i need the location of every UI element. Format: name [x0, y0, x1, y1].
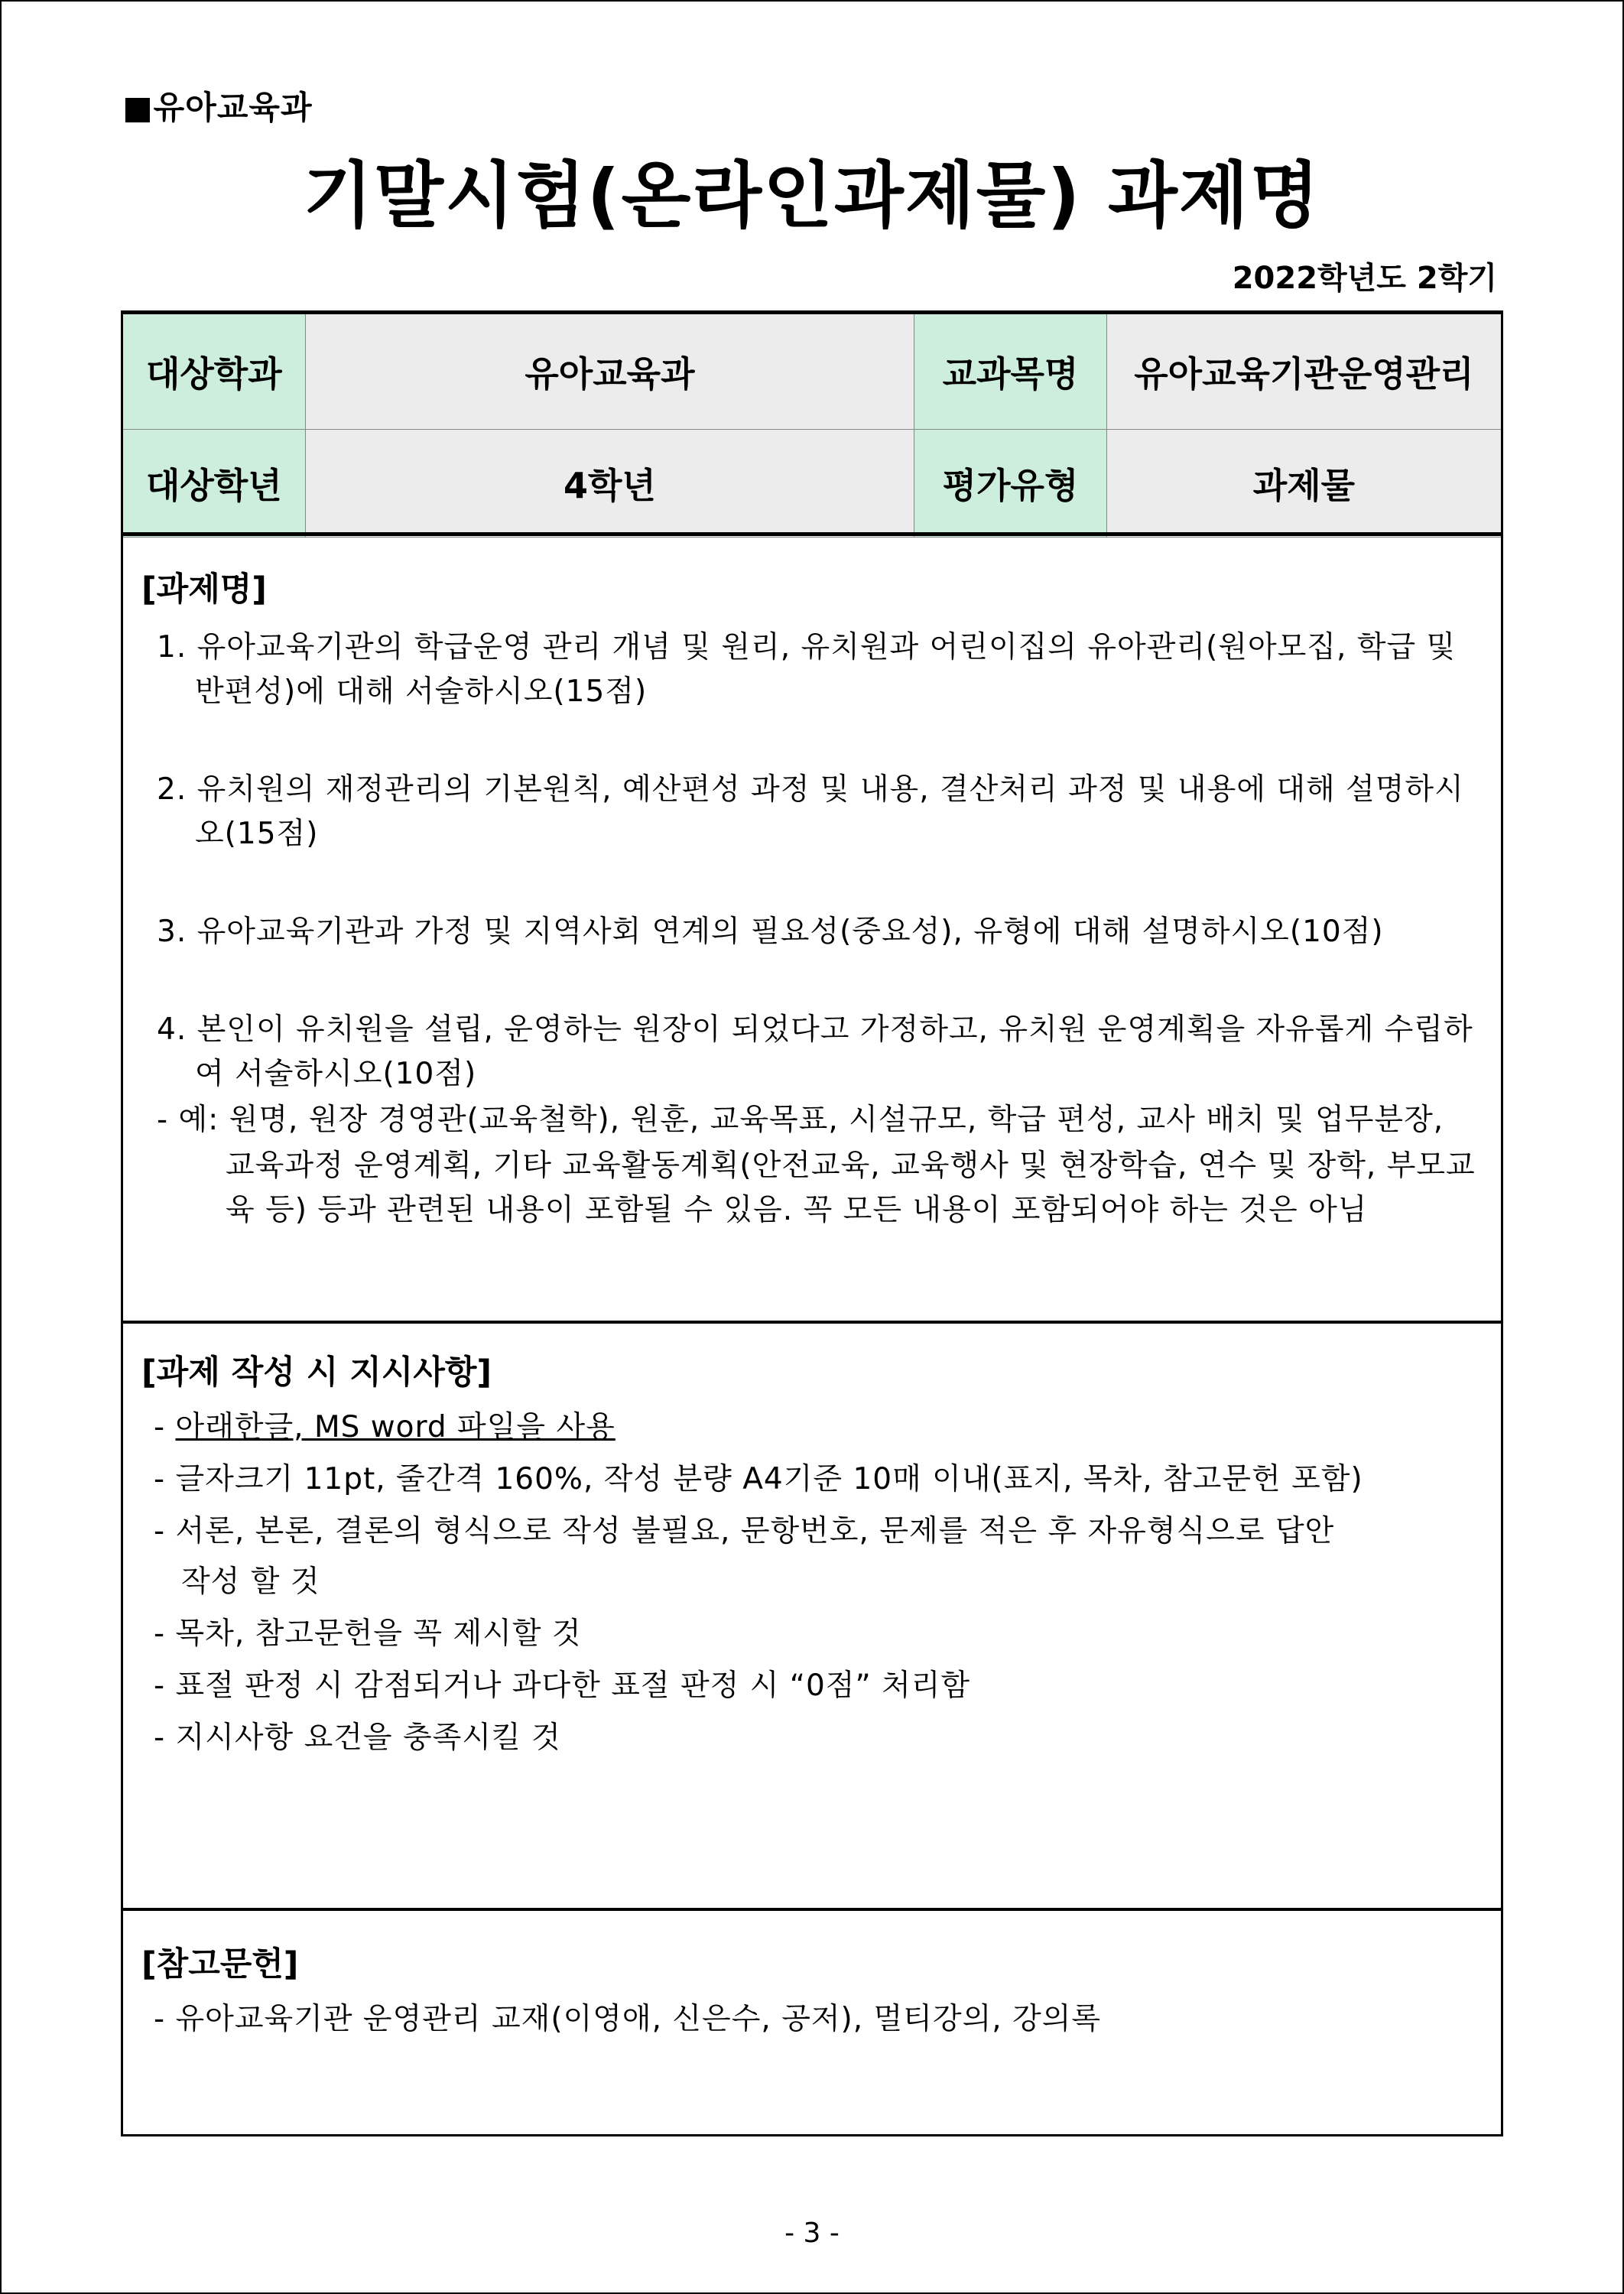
- info-row-grade: [122, 430, 1502, 538]
- assignment-line: 교육과정 운영계획, 기타 교육활동계획(안전교육, 교육행사 및 현장학습, 연수 및 장학, 부모교: [226, 1149, 1476, 1183]
- instruction-item: - 서론, 본론, 결론의 형식으로 작성 불필요, 문항번호, 문제를 적은 후 자유형식으로 답안: [154, 1514, 1335, 1548]
- value-department: 유아교육과: [305, 313, 914, 430]
- assignment-line: 반편성)에 대해 서술하시오(15점): [195, 674, 648, 709]
- instruction-underlined-text: 아래한글, MS word 파일을 사용: [175, 1410, 615, 1444]
- info-table: [121, 310, 1503, 538]
- assignment-section: [121, 532, 1503, 1323]
- assignment-line: 육 등) 등과 관련된 내용이 포함될 수 있음. 꼭 모든 내용이 포함되어야 하는 것은 아님: [226, 1193, 1368, 1227]
- instruction-item: - 표절 판정 시 감점되거나 과다한 표절 판정 시 “0점” 처리함: [154, 1669, 971, 1703]
- assignment-line: 2. 유치원의 재정관리의 기본원칙, 예산편성 과정 및 내용, 결산처리 과정 및 내용에 대해 설명하시: [157, 772, 1464, 807]
- label-eval-type: 평가유형: [914, 430, 1107, 538]
- value-grade: 4학년: [305, 430, 914, 538]
- semester-label: 2022학년도 2학기: [1232, 261, 1497, 296]
- label-course: 교과목명: [914, 313, 1107, 430]
- references-section: [121, 1909, 1503, 2136]
- assignment-line: - 예: 원명, 원장 경영관(교육철학), 원훈, 교육목표, 시설규모, 학급 편성, 교사 배치 및 업무분장,: [157, 1103, 1444, 1137]
- reference-item: - 유아교육기관 운영관리 교재(이영애, 신은수, 공저), 멀티강의, 강의록: [154, 2002, 1102, 2036]
- assignment-line: 1. 유아교육기관의 학급운영 관리 개념 및 원리, 유치원과 어린이집의 유아관리(원아모집, 학급 및: [157, 630, 1457, 664]
- page-number: - 3 -: [784, 2218, 840, 2249]
- assignment-heading: [과제명]: [141, 570, 267, 609]
- assignment-line: 4. 본인이 유치원을 설립, 운영하는 원장이 되었다고 가정하고, 유치원 운영계획을 자유롭게 수립하: [157, 1012, 1473, 1047]
- instruction-item: [154, 1403, 615, 1446]
- instruction-item: - 지시사항 요건을 충족시킬 것: [154, 1720, 561, 1755]
- label-department: 대상학과: [122, 313, 306, 430]
- assignment-line: 오(15점): [195, 817, 319, 851]
- value-course: 유아교육기관운영관리: [1106, 313, 1502, 430]
- label-grade: 대상학년: [122, 430, 306, 538]
- instruction-item: - 글자크기 11pt, 줄간격 160%, 작성 분량 A4기준 10매 이내(표지, 목차, 참고문헌 포함): [154, 1462, 1363, 1496]
- instructions-section: [121, 1321, 1503, 1910]
- document-title: 기말시험(온라인과제물) 과제명: [303, 154, 1321, 238]
- instruction-item: - 목차, 참고문헌을 꼭 제시할 것: [154, 1617, 582, 1651]
- assignment-line: 여 서술하시오(10점): [195, 1057, 477, 1091]
- info-row-department: [122, 313, 1502, 430]
- value-eval-type: 과제물: [1106, 430, 1502, 538]
- assignment-line: 3. 유아교육기관과 가정 및 지역사회 연계의 필요성(중요성), 유형에 대해 설명하시오(10점): [157, 915, 1384, 949]
- instructions-heading: [과제 작성 시 지시사항]: [141, 1353, 492, 1392]
- department-label: ■유아교육과: [122, 89, 313, 126]
- instruction-item: 작성 할 것: [181, 1565, 320, 1599]
- instruction-dash: -: [154, 1410, 176, 1444]
- references-heading: [참고문헌]: [141, 1945, 299, 1984]
